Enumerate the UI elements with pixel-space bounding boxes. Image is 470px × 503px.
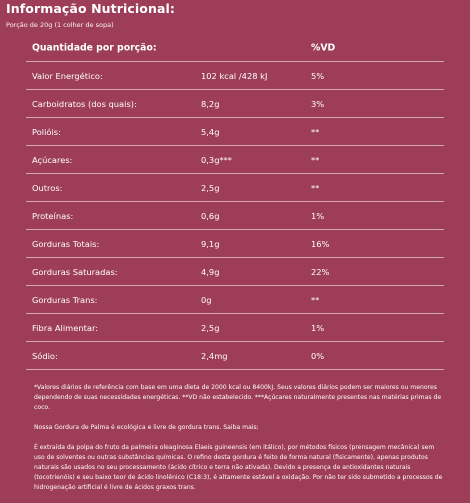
nutrient-name: Sódio:	[32, 350, 58, 361]
table-body	[26, 62, 444, 370]
nutrient-amount: 102 kcal /428 kJ	[201, 70, 268, 81]
nutrient-amount: 2,5g	[201, 182, 220, 193]
nutrient-amount: 2,5g	[201, 322, 220, 333]
table-row	[26, 286, 444, 314]
nutrient-amount: 8,2g	[201, 98, 220, 109]
table-row	[26, 202, 444, 230]
footnote-text: *Valores diários de referência com base em uma dieta de 2000 kcal ou 8400kJ. Seus valores diários podem ser maiores ou menores dependendo de suas necessidades energéticas. **VD não estabelecido. ***Açúcares naturalmente presentes nas matérias primas de coco.	[34, 384, 442, 411]
nutrient-name: Valor Energético:	[32, 70, 103, 81]
description-text: É extraída da polpa do fruto da palmeira oleaginosa Elaeis guineensis (em itálico), por métodos físicos (prensagem mecânica) sem uso de solventes ou outras substâncias químicas. O refino desta gordura é feito de forma natural (fisicamente), apenas produtos naturais são usados no seu processamento (ácido cítrico e terra não ativada). Devido a presença de antioxidantes naturais (tocotrienóis) e seu baixo teor de ácido linolênico (C18:3), é altamente estável a oxidação. Por não ter sido submetido a processos de hidrogenação artificial é livre de ácidos graxos trans.	[34, 444, 443, 491]
portion-size: Porção de 20g (1 colher de sopa)	[6, 21, 114, 29]
nutrient-amount: 0g	[201, 294, 212, 305]
nutrient-dv: 3%	[311, 98, 325, 109]
nutrient-dv: **	[311, 154, 320, 165]
nutrient-amount: 9,1g	[201, 238, 220, 249]
table-row	[26, 258, 444, 286]
nutrient-dv: 16%	[311, 238, 330, 249]
nutrient-name: Gorduras Saturadas:	[32, 266, 118, 277]
notes-section	[34, 383, 444, 503]
nutrient-name: Fibra Alimentar:	[32, 322, 99, 333]
nutrient-dv: **	[311, 294, 320, 305]
nutrient-amount: 0,6g	[201, 210, 220, 221]
nutrient-dv: 22%	[311, 266, 330, 277]
nutrient-name: Proteínas:	[32, 210, 74, 221]
nutrient-dv: 5%	[311, 70, 325, 81]
nutrient-dv: 0%	[311, 350, 325, 361]
table-row	[26, 62, 444, 90]
table-row	[26, 314, 444, 342]
nutrient-dv: 1%	[311, 210, 325, 221]
nutrition-table	[26, 34, 444, 370]
intro-text: Nossa Gordura de Palma é ecológica e livre de gordura trans. Saiba mais:	[34, 424, 259, 431]
table-row	[26, 118, 444, 146]
nutrient-dv: **	[311, 126, 320, 137]
nutrient-dv: 1%	[311, 322, 325, 333]
page-title: Informação Nutricional:	[6, 1, 175, 16]
nutrient-amount: 4,9g	[201, 266, 220, 277]
table-row	[26, 230, 444, 258]
nutrient-name: Polióis:	[32, 126, 61, 137]
table-row	[26, 342, 444, 370]
header-dv: %VD	[311, 42, 336, 53]
table-header-row	[26, 34, 444, 62]
nutrient-name: Gorduras Trans:	[32, 294, 98, 305]
nutrient-dv: **	[311, 182, 320, 193]
nutrient-amount: 2,4mg	[201, 350, 228, 361]
table-row	[26, 174, 444, 202]
nutrient-amount: 5,4g	[201, 126, 220, 137]
nutrient-amount: 0,3g***	[201, 154, 232, 165]
nutrient-name: Gorduras Totais:	[32, 238, 100, 249]
table-row	[26, 146, 444, 174]
nutrient-name: Açúcares:	[32, 154, 73, 165]
table-row	[26, 90, 444, 118]
header-quantity: Quantidade por porção:	[32, 42, 157, 53]
nutrient-name: Carboidratos (dos quais):	[32, 98, 137, 109]
nutrient-name: Outros:	[32, 182, 63, 193]
